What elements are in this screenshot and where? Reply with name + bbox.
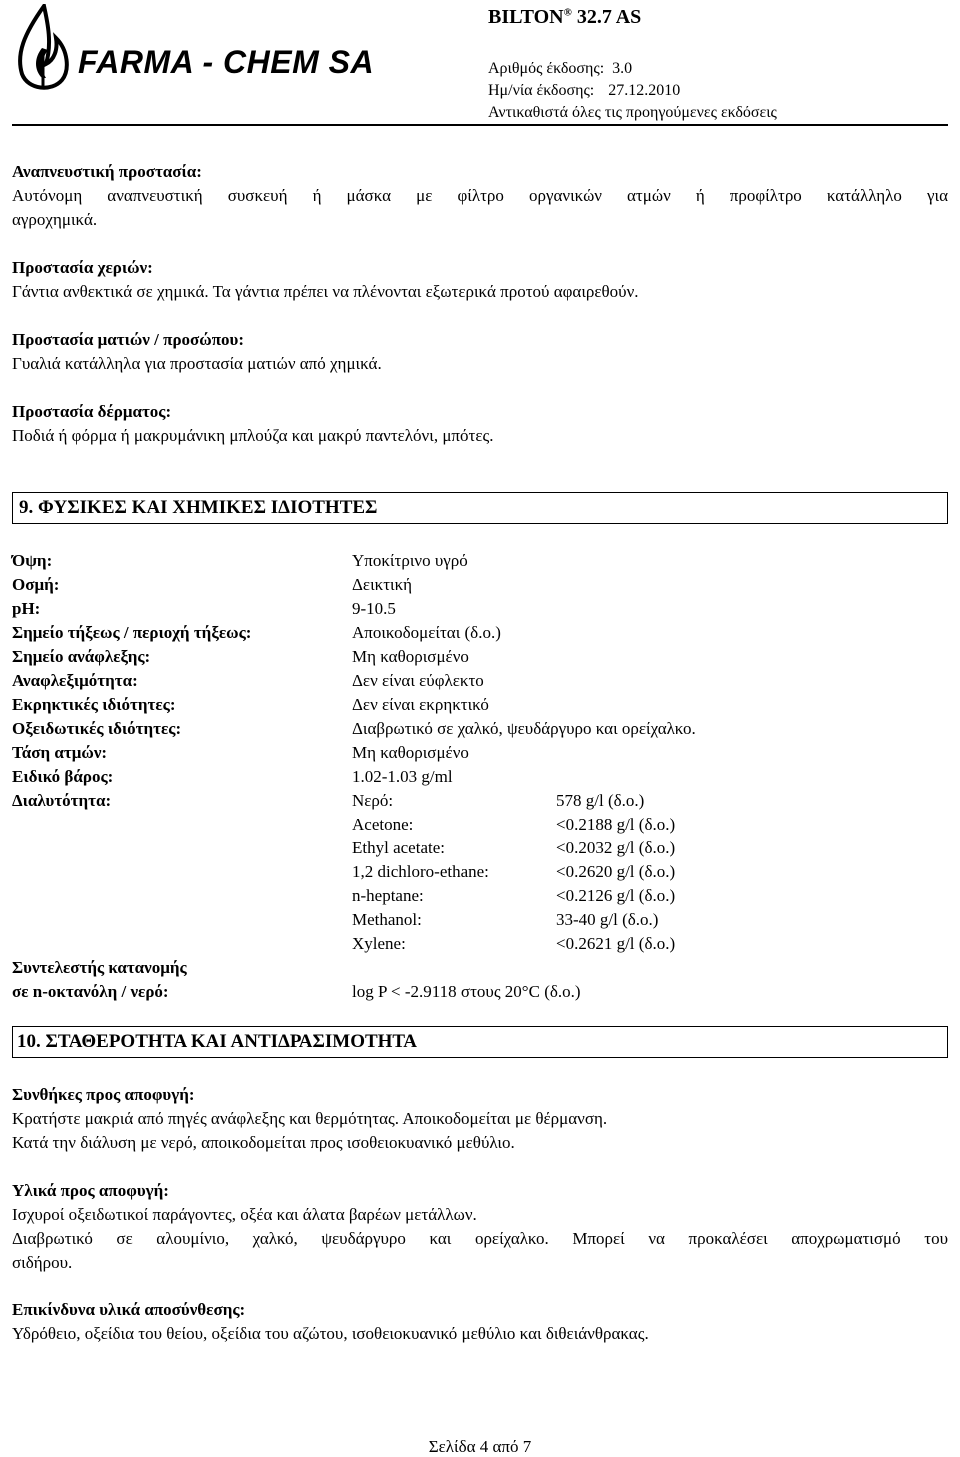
- materials-text: Ισχυροί οξειδωτικοί παράγοντες, οξέα και άλατα βαρέων μετάλλων.: [12, 1205, 477, 1224]
- section-10-heading: 10. ΣΤΑΘΕΡΟΤΗΤΑ ΚΑΙ ΑΝΤΙΔΡΑΣΙΜΟΤΗΤΑ: [12, 1026, 948, 1058]
- issue-number: Αριθμός έκδοσης: 3.0: [488, 60, 633, 77]
- solvent-name: Methanol:: [352, 910, 422, 929]
- prop-value: 9-10.5: [352, 599, 396, 618]
- conditions-text: Κρατήστε μακριά από πηγές ανάφλεξης και θερμότητας. Αποικοδομείται με θέρμανση.: [12, 1109, 608, 1128]
- prop-value: Δεν είναι εύφλεκτο: [352, 671, 484, 690]
- solvent-value: <0.2620 g/l (δ.ο.): [556, 862, 676, 881]
- prop-value: Υποκίτρινο υγρό: [352, 551, 468, 570]
- supersedes-note: Αντικαθιστά όλες τις προηγούμενες εκδόσεις: [488, 104, 777, 121]
- solubility-label: Διαλυτότητα:: [12, 791, 112, 810]
- eyes-title: Προστασία ματιών / προσώπου:: [12, 330, 245, 349]
- skin-text: Ποδιά ή φόρμα ή μακρυμάνικη μπλούζα και μακρύ παντελόνι, μπότες.: [12, 426, 494, 445]
- prop-label: Ειδικό βάρος:: [12, 767, 114, 786]
- prop-label: Σημείο ανάφλεξης:: [12, 647, 151, 666]
- company-logo: [12, 4, 375, 94]
- solvent-name: n-heptane:: [352, 886, 424, 905]
- materials-title: Υλικά προς αποφυγή:: [12, 1181, 169, 1200]
- respiratory-text-cont: αγροχημικά.: [12, 210, 98, 229]
- prop-label: Τάση ατμών:: [12, 743, 108, 762]
- header-divider: [12, 124, 948, 126]
- prop-label: Όψη:: [12, 551, 53, 570]
- prop-value: 1.02-1.03 g/ml: [352, 767, 453, 786]
- conditions-title: Συνθήκες προς αποφυγή:: [12, 1085, 195, 1104]
- respiratory-title: Αναπνευστική προστασία:: [12, 162, 202, 181]
- decomposition-text: Υδρόθειο, οξείδια του θείου, οξείδια του αζώτου, ισοθειοκυανικό μεθύλιο και διθειάνθρακας.: [12, 1324, 649, 1343]
- product-title: BILTON® 32.7 AS: [488, 6, 642, 28]
- conditions-text-cont: Κατά την διάλυση με νερό, αποικοδομείται προς ισοθειοκυανικό μεθύλιο.: [12, 1133, 515, 1152]
- partition-value: log P < -2.9118 στους 20°C (δ.ο.): [352, 982, 581, 1001]
- prop-label: Αναφλεξιμότητα:: [12, 671, 138, 690]
- solvent-value: 578 g/l (δ.ο.): [556, 791, 645, 810]
- page-number: Σελίδα 4 από 7: [428, 1437, 532, 1456]
- hands-title: Προστασία χεριών:: [12, 258, 153, 277]
- prop-label: Σημείο τήξεως / περιοχή τήξεως:: [12, 623, 252, 642]
- prop-value: Αποικοδομείται (δ.ο.): [352, 623, 501, 642]
- prop-label: Οσμή:: [12, 575, 60, 594]
- respiratory-text: Αυτόνομη αναπνευστική συσκευή ή μάσκα με φίλτρο οργανικών ατμών ή προφίλτρο κατάλληλο για: [12, 186, 948, 205]
- decomposition-title: Επικίνδυνα υλικά αποσύνθεσης:: [12, 1300, 246, 1319]
- solvent-name: Ethyl acetate:: [352, 838, 445, 857]
- prop-value: Διαβρωτικό σε χαλκό, ψευδάργυρο και ορείχαλκο.: [352, 719, 696, 738]
- prop-label: Εκρηκτικές ιδιότητες:: [12, 695, 176, 714]
- solvent-value: 33-40 g/l (δ.ο.): [556, 910, 659, 929]
- prop-label: Οξειδωτικές ιδιότητες:: [12, 719, 182, 738]
- solvent-value: <0.2032 g/l (δ.ο.): [556, 838, 676, 857]
- skin-title: Προστασία δέρματος:: [12, 402, 172, 421]
- solvent-value: <0.2621 g/l (δ.ο.): [556, 934, 676, 953]
- issue-date: Ημ/νία έκδοσης: 27.12.2010: [488, 82, 681, 99]
- solvent-value: <0.2188 g/l (δ.ο.): [556, 815, 676, 834]
- partition-label: Συντελεστής κατανομής: [12, 958, 187, 977]
- prop-value: Μη καθορισμένο: [352, 647, 469, 666]
- solvent-name: Acetone:: [352, 815, 414, 834]
- eyes-text: Γυαλιά κατάλληλα για προστασία ματιών από χημικά.: [12, 354, 382, 373]
- prop-value: Δεικτική: [352, 575, 413, 594]
- solvent-name: Xylene:: [352, 934, 406, 953]
- solvent-value: <0.2126 g/l (δ.ο.): [556, 886, 676, 905]
- solvent-name: 1,2 dichloro-ethane:: [352, 862, 489, 881]
- materials-text-cont: Διαβρωτικό σε αλουμίνιο, χαλκό, ψευδάργυρο και ορείχαλκο. Μπορεί να προκαλέσει αποχρωματισμό του: [12, 1229, 948, 1248]
- solvent-name: Νερό:: [352, 791, 394, 810]
- prop-value: Μη καθορισμένο: [352, 743, 469, 762]
- hands-text: Γάντια ανθεκτικά σε χημικά. Τα γάντια πρέπει να πλένονται εξωτερικά προτού αφαιρεθούν.: [12, 282, 639, 301]
- registered-mark: ®: [563, 6, 572, 19]
- partition-label-cont: σε n-οκτανόλη / νερό:: [12, 982, 169, 1001]
- section-9-heading: 9. ΦΥΣΙΚΕΣ ΚΑΙ ΧΗΜΙΚΕΣ ΙΔΙΟΤΗΤΕΣ: [12, 492, 948, 524]
- company-name: FARMA - CHEM SA: [78, 44, 375, 80]
- flame-leaf-icon: [12, 4, 76, 94]
- prop-value: Δεν είναι εκρηκτικό: [352, 695, 489, 714]
- materials-text-end: σιδήρου.: [12, 1253, 73, 1272]
- prop-label: pH:: [12, 599, 41, 618]
